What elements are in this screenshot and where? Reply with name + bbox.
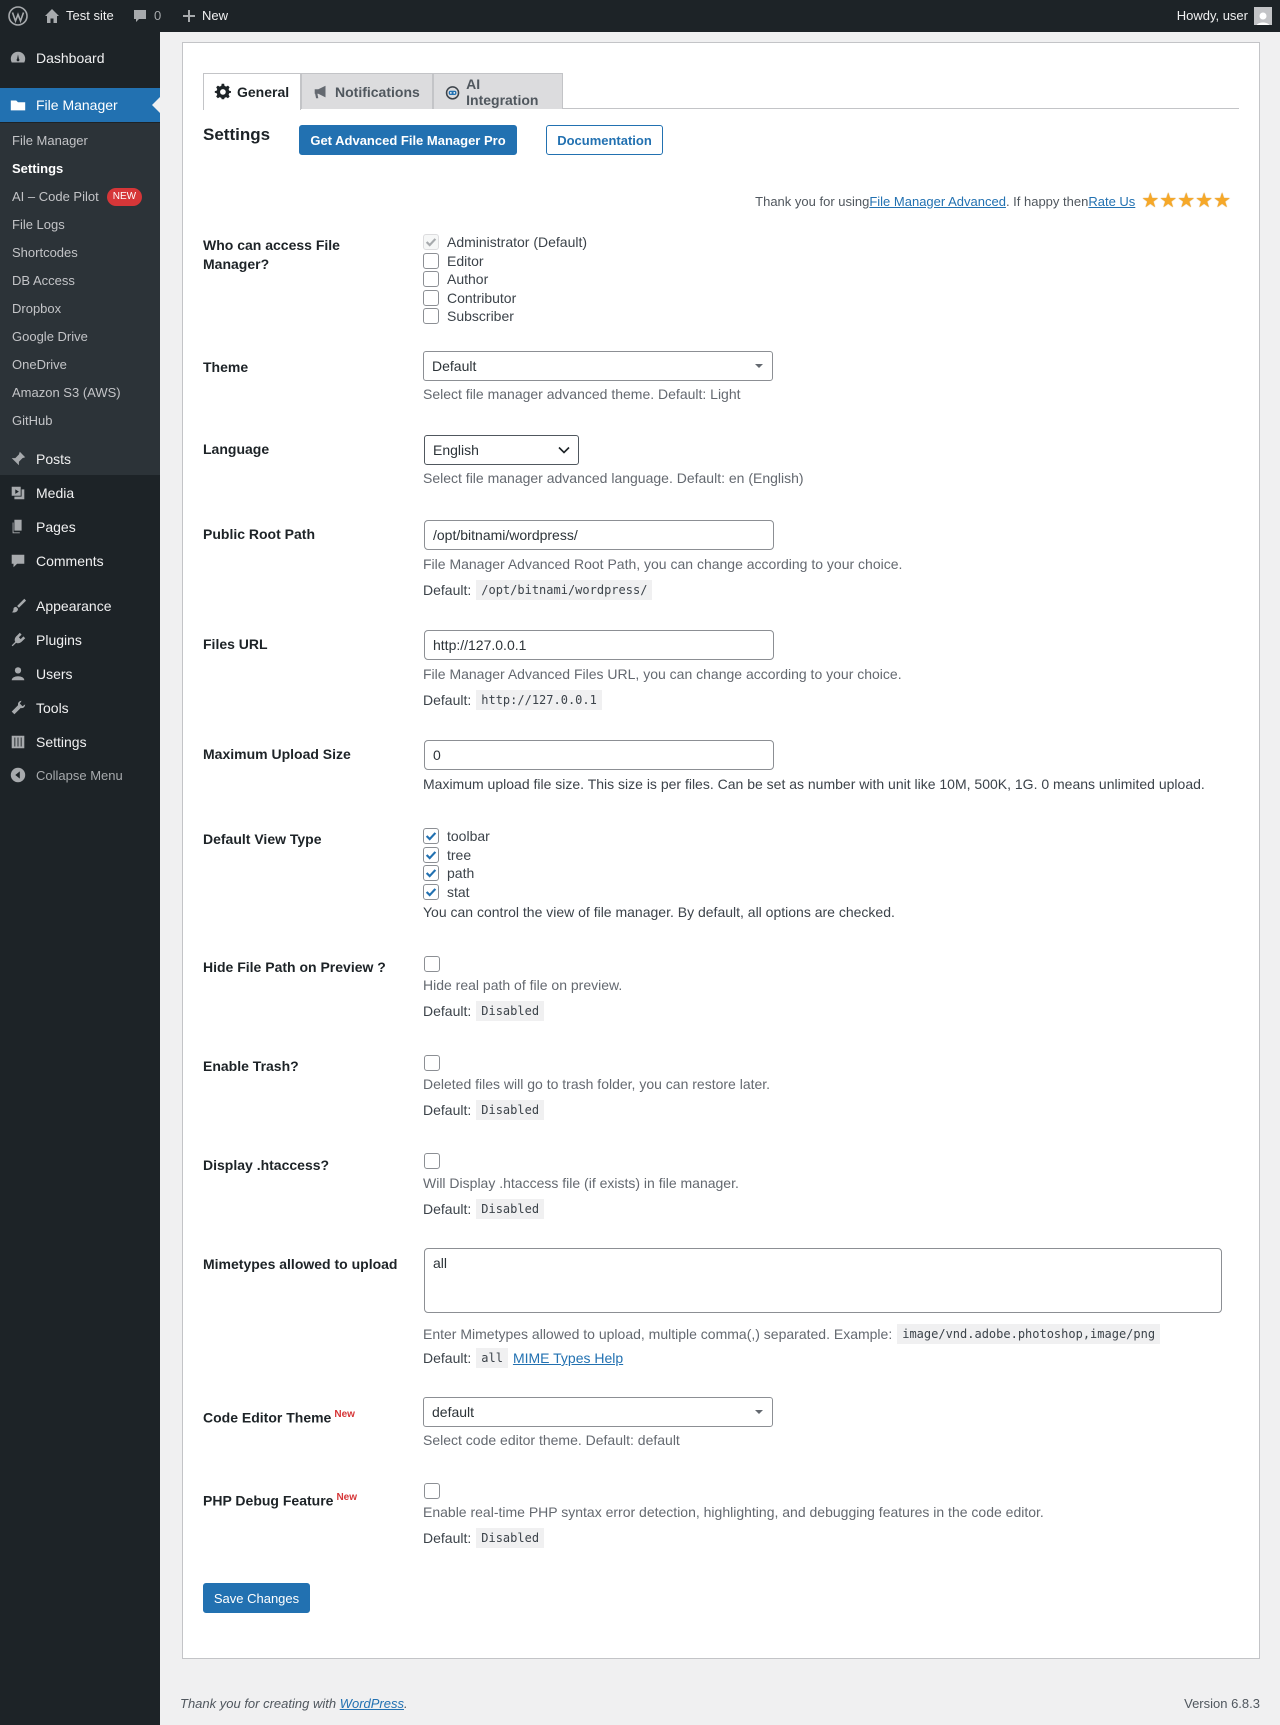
save-changes-button[interactable]: Save Changes	[203, 1583, 310, 1613]
theme-select[interactable]	[423, 351, 773, 381]
php-debug-label	[203, 1488, 357, 1511]
role-checkbox[interactable]	[423, 271, 439, 287]
role-contributor	[423, 289, 587, 307]
menu-label: Posts	[36, 451, 72, 467]
submenu-dropbox[interactable]	[12, 295, 61, 323]
tab-label: General	[237, 84, 290, 100]
menu-dashboard[interactable]	[0, 41, 160, 75]
role-author	[423, 270, 587, 288]
version-text: Version 6.8.3	[1184, 1696, 1260, 1711]
files-url-label: Files URL	[203, 636, 268, 652]
tab-label: AI Integration	[466, 75, 539, 108]
submenu-file-manager[interactable]	[12, 127, 88, 155]
upload-size-input[interactable]: 0	[424, 740, 774, 770]
role-label: Administrator (Default)	[447, 234, 588, 250]
footer-suffix: .	[404, 1696, 408, 1711]
php-debug-checkbox[interactable]	[424, 1483, 440, 1499]
view-option-label: toolbar	[447, 828, 490, 844]
pin-icon	[0, 450, 36, 468]
footer-credit	[180, 1696, 408, 1711]
gear-icon	[214, 83, 232, 101]
tab-ai-integration[interactable]	[433, 73, 563, 109]
site-name-link[interactable]	[44, 0, 114, 32]
submenu-amazon-s3[interactable]	[12, 379, 121, 407]
star-icon: ★	[1195, 190, 1214, 212]
upload-size-label: Maximum Upload Size	[203, 746, 351, 762]
hide-path-label: Hide File Path on Preview ?	[203, 959, 386, 975]
files-url-input[interactable]: http://127.0.0.1	[424, 630, 774, 660]
submenu-label: File Manager	[12, 133, 88, 148]
settings-sliders-icon	[0, 733, 36, 751]
menu-label: Dashboard	[36, 50, 105, 66]
avatar	[1254, 7, 1272, 25]
view-option-label: stat	[447, 883, 470, 900]
menu-label: Pages	[36, 519, 76, 535]
menu-label: Settings	[36, 734, 87, 750]
account-menu[interactable]	[1177, 0, 1272, 32]
howdy-text: Howdy, user	[1176, 8, 1248, 23]
menu-comments[interactable]	[0, 544, 160, 578]
documentation-button[interactable]: Documentation	[546, 125, 663, 155]
default-label: Default:	[423, 582, 472, 598]
access-roles	[423, 233, 587, 326]
default-label: Default:	[423, 692, 472, 708]
view-checkbox[interactable]	[423, 847, 439, 863]
menu-collapse[interactable]	[0, 758, 160, 792]
hide-path-description: Hide real path of file on preview.	[423, 977, 623, 993]
submenu-label: DB Access	[12, 273, 75, 288]
comment-icon	[132, 8, 148, 24]
site-name: Test site	[66, 8, 114, 23]
language-value: English	[433, 442, 479, 458]
htaccess-description: Will Display .htaccess file (if exists) in file manager.	[423, 1175, 739, 1191]
root-path-default	[423, 580, 652, 600]
menu-label: Comments	[36, 553, 104, 569]
theme-description: Select file manager advanced theme. Default: Light	[423, 386, 741, 402]
admin-sidebar	[0, 32, 160, 1725]
thanks-prefix: Thank you for using	[755, 193, 870, 209]
plugin-icon	[0, 631, 36, 649]
footer-prefix: Thank you for creating with	[180, 1696, 340, 1711]
thanks-mid: . If happy then	[1005, 193, 1089, 209]
menu-label: Plugins	[36, 632, 82, 648]
role-checkbox	[423, 234, 439, 250]
tab-general[interactable]	[203, 73, 301, 110]
role-label: Contributor	[447, 289, 517, 306]
menu-label: Collapse Menu	[36, 767, 123, 783]
view-type-options	[423, 827, 490, 901]
view-checkbox[interactable]	[423, 884, 439, 900]
submenu-settings[interactable]	[12, 155, 63, 183]
users-icon	[0, 665, 36, 683]
mimetypes-example: image/vnd.adobe.photoshop,image/png	[897, 1324, 1160, 1344]
mimetypes-default	[423, 1348, 623, 1368]
home-icon	[44, 8, 60, 24]
editor-theme-label-text: Code Editor Theme	[203, 1409, 332, 1426]
dashboard-icon	[0, 49, 36, 67]
submenu-label: GitHub	[12, 413, 53, 428]
rate-us-link[interactable]: Rate Us	[1088, 193, 1136, 209]
default-value: http://127.0.0.1	[476, 690, 602, 710]
view-option-toolbar	[423, 827, 490, 845]
menu-plugins[interactable]	[0, 623, 160, 657]
menu-label: File Manager	[36, 97, 118, 113]
root-path-input[interactable]: /opt/bitnami/wordpress/	[424, 520, 774, 550]
submenu-label: File Logs	[12, 217, 65, 232]
menu-appearance[interactable]	[0, 589, 160, 623]
view-checkbox[interactable]	[423, 865, 439, 881]
hide-path-default	[423, 1001, 544, 1021]
menu-settings[interactable]	[0, 725, 160, 759]
menu-label: Appearance	[36, 598, 112, 614]
megaphone-icon	[312, 83, 330, 101]
root-path-description: File Manager Advanced Root Path, you can change according to your choice.	[423, 556, 903, 572]
dropdown-arrow-icon	[754, 1409, 764, 1415]
role-label: Editor	[447, 252, 484, 269]
default-value: Disabled	[476, 1100, 544, 1120]
new-tag: New	[334, 1409, 355, 1420]
role-editor	[423, 252, 587, 270]
submenu-google-drive[interactable]	[12, 323, 88, 351]
media-icon	[0, 484, 36, 502]
view-type-description: You can control the view of file manager. By default, all options are checked.	[423, 904, 895, 920]
thanks-message	[755, 191, 1231, 211]
php-debug-label-text: PHP Debug Feature	[203, 1492, 334, 1509]
tab-label: Notifications	[335, 83, 420, 100]
submenu-label: Dropbox	[12, 301, 62, 316]
trash-label: Enable Trash?	[203, 1058, 299, 1074]
editor-theme-value: default	[432, 1404, 475, 1420]
default-label: Default:	[423, 1201, 472, 1217]
menu-tools[interactable]	[0, 691, 160, 725]
view-type-label: Default View Type	[203, 831, 322, 847]
menu-label: Tools	[36, 700, 69, 716]
settings-tabs	[203, 73, 1239, 109]
role-label: Subscriber	[447, 308, 514, 324]
menu-file-manager[interactable]	[0, 88, 160, 122]
new-tag: New	[336, 1492, 357, 1503]
default-label: Default:	[423, 1350, 472, 1366]
menu-media[interactable]	[0, 476, 160, 510]
role-subscriber	[423, 307, 587, 325]
submenu-label: AI – Code Pilot	[12, 189, 99, 204]
submenu-label: Google Drive	[12, 329, 88, 344]
tab-notifications[interactable]	[301, 73, 433, 109]
submenu-label: Shortcodes	[12, 245, 78, 260]
view-option-label: tree	[447, 846, 472, 863]
dropdown-arrow-icon	[754, 363, 764, 369]
submenu-label: OneDrive	[12, 357, 67, 372]
files-url-description: File Manager Advanced Files URL, you can change according to your choice.	[423, 666, 902, 682]
language-label: Language	[203, 441, 270, 457]
hide-path-checkbox[interactable]	[424, 956, 440, 972]
submenu-label: Amazon S3 (AWS)	[12, 385, 121, 400]
mimetypes-description	[423, 1324, 1160, 1344]
default-label: Default:	[423, 1102, 472, 1118]
submenu-label: Settings	[12, 161, 64, 176]
submenu-github[interactable]	[12, 407, 52, 435]
menu-users[interactable]	[0, 657, 160, 691]
folder-icon	[0, 96, 36, 114]
comments-count: 0	[154, 8, 162, 23]
mimetypes-label: Mimetypes allowed to upload	[203, 1256, 398, 1272]
htaccess-label: Display .htaccess?	[203, 1157, 330, 1173]
default-value: /opt/bitnami/wordpress/	[476, 580, 652, 600]
default-label: Default:	[423, 1530, 472, 1546]
role-administrator	[423, 233, 587, 251]
php-debug-description: Enable real-time PHP syntax error detection, highlighting, and debugging features in the code editor.	[423, 1504, 1044, 1520]
editor-theme-select[interactable]	[423, 1397, 773, 1427]
trash-default	[423, 1100, 544, 1120]
trash-description: Deleted files will go to trash folder, you can restore later.	[423, 1076, 771, 1092]
plus-icon	[182, 9, 196, 23]
get-pro-button[interactable]: Get Advanced File Manager Pro	[299, 125, 517, 155]
php-debug-default	[423, 1528, 544, 1548]
current-menu-arrow	[152, 96, 161, 114]
view-option-tree	[423, 846, 490, 864]
mimetypes-desc-text: Enter Mimetypes allowed to upload, multiple comma(,) separated. Example:	[423, 1326, 893, 1342]
language-description: Select file manager advanced language. Default: en (English)	[423, 470, 804, 486]
comments-icon	[0, 552, 36, 570]
new-badge: NEW	[107, 188, 142, 206]
menu-posts[interactable]	[0, 442, 160, 476]
menu-label: Media	[36, 485, 75, 501]
admin-bar	[0, 0, 1280, 32]
user-avatar-icon	[1254, 9, 1272, 25]
default-value: Disabled	[476, 1001, 544, 1021]
mimetypes-textarea[interactable]: all	[424, 1248, 1222, 1313]
submenu-onedrive[interactable]	[12, 351, 67, 379]
role-label: Author	[447, 271, 489, 287]
view-checkbox[interactable]	[423, 828, 439, 844]
htaccess-checkbox[interactable]	[424, 1153, 440, 1169]
menu-pages[interactable]	[0, 510, 160, 544]
page-title: Settings	[203, 125, 271, 144]
submenu-file-logs[interactable]	[12, 211, 65, 239]
robot-icon	[444, 83, 461, 101]
star-icon: ★	[1213, 190, 1231, 212]
view-option-stat	[423, 883, 490, 901]
language-select[interactable]	[424, 435, 579, 465]
role-checkbox[interactable]	[423, 308, 439, 324]
star-icon: ★	[1159, 190, 1178, 212]
menu-label: Users	[36, 666, 73, 682]
comments-link[interactable]	[132, 0, 161, 32]
default-value: all	[476, 1348, 508, 1368]
editor-theme-label	[203, 1405, 355, 1428]
submenu-db-access[interactable]	[12, 267, 75, 295]
files-url-default	[423, 690, 602, 710]
pages-icon	[0, 518, 36, 536]
plugin-link[interactable]: File Manager Advanced	[869, 193, 1006, 209]
mime-types-help-link[interactable]: MIME Types Help	[512, 1350, 624, 1366]
role-checkbox[interactable]	[423, 290, 439, 306]
trash-checkbox[interactable]	[424, 1055, 440, 1071]
wrench-icon	[0, 699, 36, 717]
new-label: New	[202, 8, 229, 23]
file-manager-submenu	[0, 123, 160, 475]
collapse-icon	[0, 766, 36, 784]
new-content-link[interactable]	[182, 0, 228, 32]
star-icon: ★	[1177, 190, 1196, 212]
theme-label: Theme	[203, 359, 249, 375]
access-label: Who can access File Manager?	[203, 237, 340, 272]
view-option-label: path	[447, 865, 475, 881]
paintbrush-icon	[0, 597, 36, 615]
star-icon: ★	[1141, 190, 1160, 212]
role-checkbox[interactable]	[423, 253, 439, 269]
wordpress-logo-icon[interactable]	[8, 0, 28, 32]
htaccess-default	[423, 1199, 544, 1219]
upload-size-description: Maximum upload file size. This size is per files. Can be set as number with unit like 10M, 500K, 1G. 0 means unlimited upload.	[423, 776, 1205, 792]
rating-stars[interactable]	[1141, 191, 1231, 211]
default-value: Disabled	[476, 1528, 544, 1548]
view-option-path	[423, 864, 490, 882]
wordpress-link[interactable]: WordPress	[339, 1696, 404, 1711]
editor-theme-description: Select code editor theme. Default: default	[423, 1432, 680, 1448]
chevron-down-icon	[558, 446, 570, 454]
submenu-shortcodes[interactable]	[12, 239, 78, 267]
default-label: Default:	[423, 1003, 472, 1019]
settings-panel	[182, 42, 1260, 1659]
root-path-label: Public Root Path	[203, 526, 315, 542]
default-value: Disabled	[476, 1199, 544, 1219]
submenu-ai-code-pilot[interactable]	[12, 183, 142, 211]
theme-value: Default	[432, 358, 477, 374]
